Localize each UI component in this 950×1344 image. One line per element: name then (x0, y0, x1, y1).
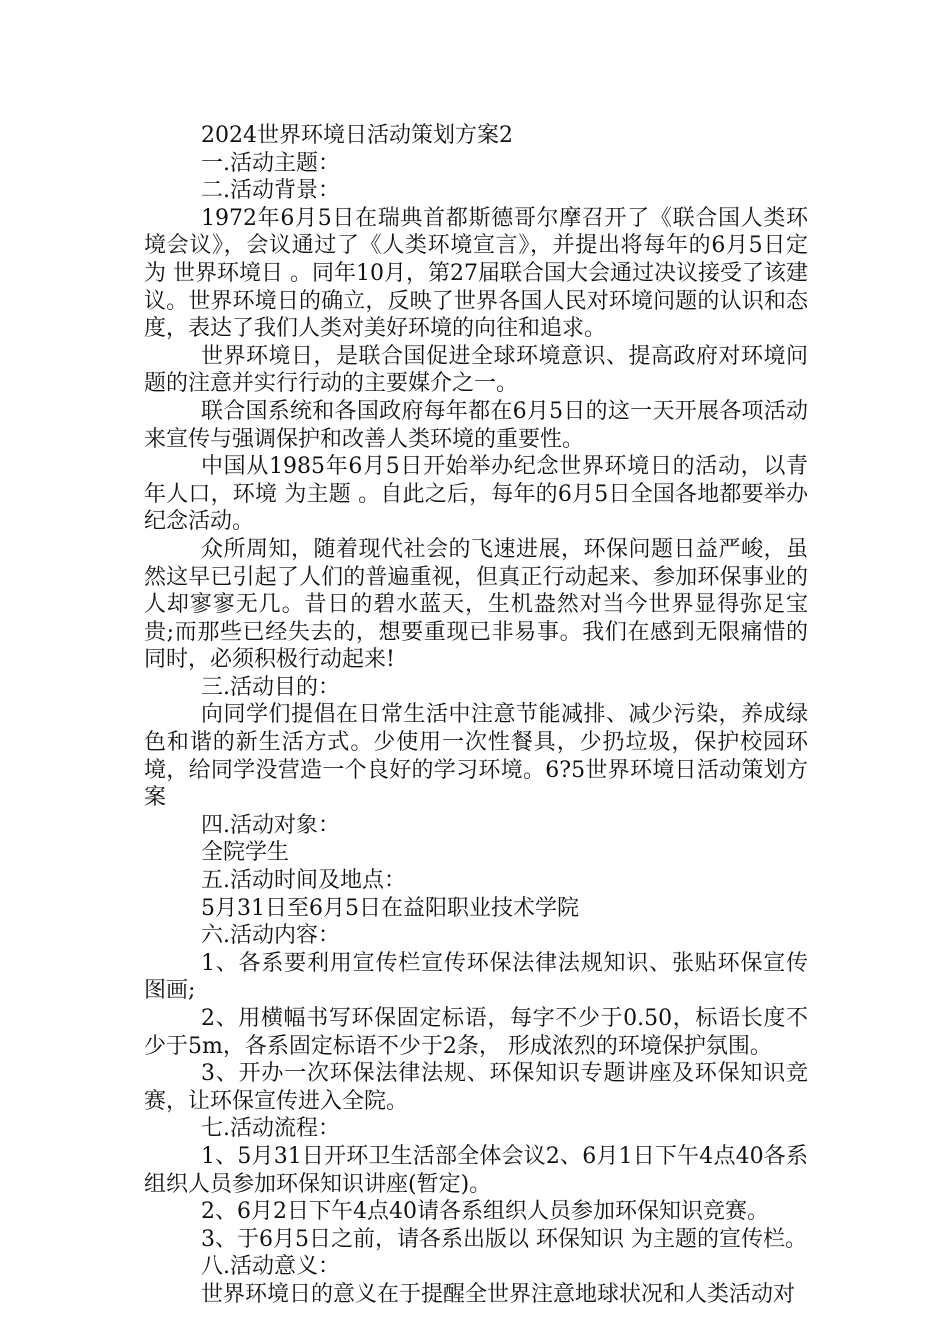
list-item-content-1: 1、各系要利用宣传栏宣传环保法律法规知识、张贴环保宣传图画; (144, 950, 808, 1004)
heading-activity-significance: 八.活动意义： (201, 1254, 340, 1280)
heading-activity-audience: 四.活动对象： (201, 812, 340, 838)
paragraph-china-since-1985: 中国从1985年6月5日开始举办纪念世界环境日的活动，以青年人口，环境 为主题 。自此之后，每年的6月5日全国各地都要举办纪念活动。 (144, 454, 808, 535)
list-item-process-2: 2、6月2日下午4点40请各系组织人员参加环保知识竞赛。 (201, 1199, 769, 1225)
document-title: 2024世界环境日活动策划方案2 (201, 123, 513, 148)
paragraph-as-we-know: 众所周知，随着现代社会的飞速进展，环保问题日益严峻，虽然这早已引起了人们的普遍重视，但真正行动起来、参加环保事业的人却寥寥无几。昔日的碧水蓝天，生机盎然对当今世界显得弥足宝贵;而那些已经失去的，想要重现已非易事。我们在感到无限痛惜的同时，必须积极行动起来! (144, 536, 808, 673)
list-item-content-2: 2、用横幅书写环保固定标语，每字不少于0.50，标语长度不少于5m，各系固定标语不少于2条， 形成浓烈的环境保护氛围。 (144, 1006, 808, 1059)
paragraph-un-system: 联合国系统和各国政府每年都在6月5日的这一天开展各项活动来宣传与强调保护和改善人类环境的重要性。 (144, 398, 808, 452)
paragraph-time-and-place: 5月31日至6月5日在益阳职业技术学院 (201, 895, 579, 921)
heading-time-and-place: 五.活动时间及地点： (201, 868, 406, 894)
list-item-content-3: 3、开办一次环保法律法规、环保知识专题讲座及环保知识竞赛，让环保宣传进入全院。 (144, 1061, 808, 1114)
paragraph-environment-day-meaning: 世界环境日，是联合国促进全球环境意识、提高政府对环境问题的注意并实行行动的主要媒介之一。 (144, 343, 808, 397)
list-item-process-3: 3、于6月5日之前，请各系出版以 环保知识 为主题的宣传栏。 (201, 1226, 807, 1252)
heading-activity-content: 六.活动内容： (201, 923, 340, 949)
heading-activity-purpose: 三.活动目的： (201, 674, 340, 700)
paragraph-background-1972: 1972年6月5日在瑞典首都斯德哥尔摩召开了《联合国人类环境会议》，会议通过了《人类环境宣言》，并提出将每年的6月5日定为 世界环境日 。同年10月，第27届联合国大会通过决议接受了该建议。世界环境日的确立，反映了世界各国人民对环境问题的认识和态度，表达了我们人类对美好环境的向往和追求。 (144, 205, 808, 342)
list-item-process-1: 1、5月31日开环卫生活部全体会议2、6月1日下午4点40各系组织人员参加环保知识讲座(暂定)。 (144, 1143, 808, 1197)
paragraph-purpose: 向同学们提倡在日常生活中注意节能减排、减少污染，养成绿色和谐的新生活方式。少使用一次性餐具，少扔垃圾，保护校园环境，给同学没营造一个良好的学习环境。6?5世界环境日活动策划方案 (144, 702, 808, 811)
paragraph-audience: 全院学生 (201, 840, 290, 866)
paragraph-significance: 世界环境日的意义在于提醒全世界注意地球状况和人类活动对 (201, 1281, 796, 1307)
heading-activity-process: 七.活动流程： (201, 1116, 340, 1142)
heading-activity-theme: 一.活动主题： (201, 150, 340, 176)
heading-activity-background: 二.活动背景： (201, 178, 340, 204)
document-body (144, 122, 808, 1309)
